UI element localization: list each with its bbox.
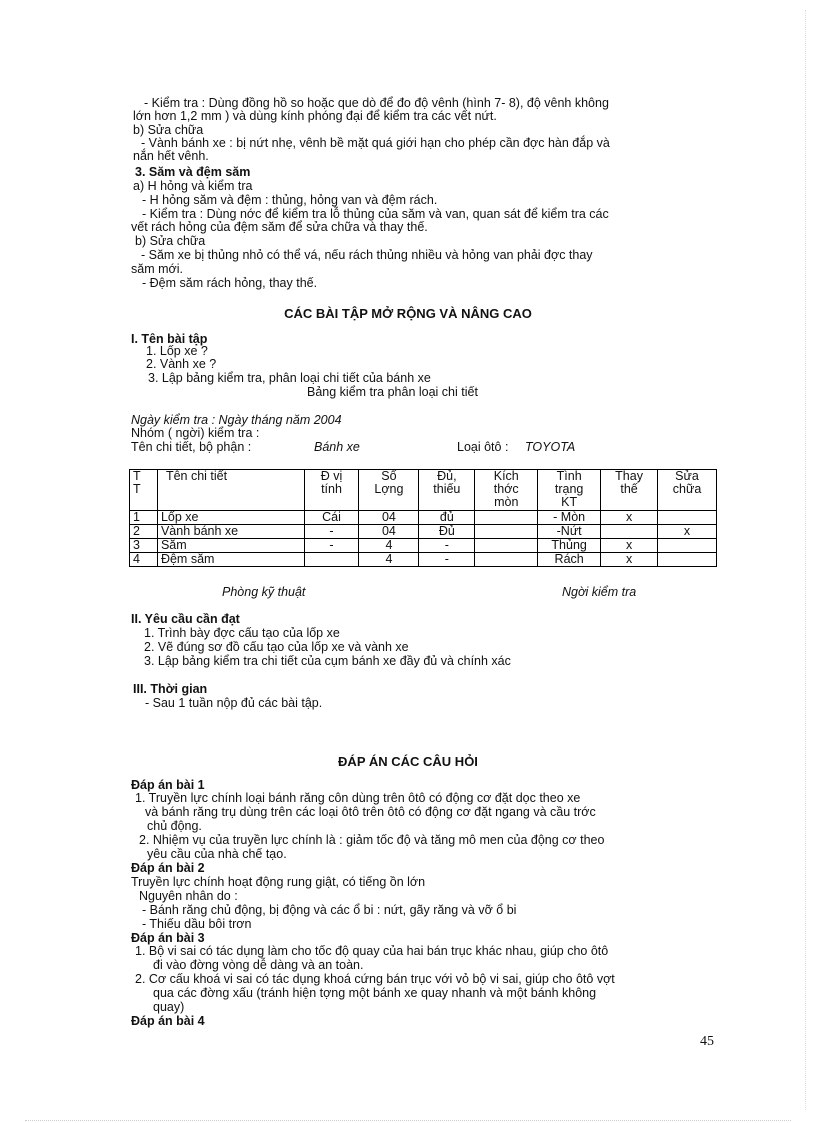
inspection-date: Ngày kiểm tra : Ngày tháng năm 2004 — [131, 413, 342, 427]
text-line: - Đệm săm rách hỏng, thay thế. — [142, 276, 318, 290]
table-cell: đủ — [419, 511, 475, 525]
table-cell: 4 — [130, 553, 158, 567]
table-cell: - — [304, 525, 359, 539]
list-item: 3. Lập bảng kiểm tra chi tiết của cụm bánh xe đầy đủ và chính xác — [144, 654, 511, 668]
answer-heading: Đáp án bài 3 — [131, 931, 205, 945]
section-heading: II. Yêu cầu cần đạt — [131, 612, 240, 626]
table-cell: - — [419, 539, 475, 553]
text-line: - Sau 1 tuần nộp đủ các bài tập. — [145, 696, 323, 710]
table-cell: Vành bánh xe — [157, 525, 304, 539]
table-cell — [658, 511, 717, 525]
table-cell — [658, 553, 717, 567]
table-cell: 2 — [130, 525, 158, 539]
signature-left: Phòng kỹ thuật — [222, 585, 306, 599]
signature-right: Ngời kiểm tra — [562, 585, 637, 599]
table-cell: x — [601, 553, 658, 567]
page-number: 45 — [700, 1034, 714, 1049]
list-item: 1. Trình bày đợc cấu tạo của lốp xe — [144, 626, 340, 640]
text-line: yêu cầu của nhà chế tạo. — [147, 847, 287, 861]
text-line: 1. Truyền lực chính loại bánh răng côn dùng trên ôtô có động cơ đặt dọc theo xe — [135, 791, 581, 805]
table-row — [130, 511, 717, 525]
table-cell: - Mòn — [538, 511, 601, 525]
text-line: chủ động. — [147, 819, 202, 833]
table-cell: 04 — [359, 511, 419, 525]
table-cell — [475, 511, 538, 525]
table-header-cell: Thay thế — [601, 470, 658, 511]
part-label: Tên chi tiết, bộ phận : — [131, 440, 252, 454]
table-header-cell: Kích thớc mòn — [475, 470, 538, 511]
text-line: - Săm xe bị thủng nhỏ có thể vá, nếu rách thủng nhiều và hỏng van phải đợc thay — [141, 248, 593, 262]
page-border-right — [805, 10, 806, 1110]
section-title: CÁC BÀI TẬP MỞ RỘNG VÀ NÂNG CAO — [284, 306, 532, 321]
text-line: và bánh răng trụ dùng trên các loại ôtô trên ôtô có động cơ đặt ngang và cầu trớc — [145, 805, 596, 819]
table-cell: Đủ — [419, 525, 475, 539]
subheading: a) H hỏng và kiểm tra — [133, 179, 253, 193]
text-line: đi vào đờng vòng dễ dàng và an toàn. — [153, 958, 364, 972]
table-header-cell: T T — [130, 470, 158, 511]
table-row — [130, 525, 717, 539]
section-heading: III. Thời gian — [133, 682, 208, 696]
table-cell — [475, 553, 538, 567]
text-line: - Bánh răng chủ động, bị động và các ổ bi : nứt, gãy răng và vỡ ổ bi — [142, 903, 517, 917]
car-value: TOYOTA — [525, 440, 576, 454]
answer-heading: Đáp án bài 1 — [131, 778, 205, 792]
table-header-cell: Sửa chữa — [658, 470, 717, 511]
table-row — [130, 539, 717, 553]
list-item: 2. Vành xe ? — [146, 357, 217, 371]
table-caption: Bảng kiểm tra phân loại chi tiết — [307, 385, 478, 399]
table-cell: Cái — [304, 511, 359, 525]
table-cell: 1 — [130, 511, 158, 525]
table-cell: 4 — [359, 539, 419, 553]
list-item: 2. Vẽ đúng sơ đồ cấu tạo của lốp xe và vành xe — [144, 640, 409, 654]
section-title: ĐÁP ÁN CÁC CÂU HỎI — [338, 754, 478, 769]
list-item: 3. Lập bảng kiểm tra, phân loại chi tiết của bánh xe — [148, 371, 431, 385]
table-row — [130, 553, 717, 567]
text-line: Truyền lực chính hoạt động rung giật, có tiếng ồn lớn — [131, 875, 426, 889]
answer-heading: Đáp án bài 4 — [131, 1014, 205, 1028]
text-line: vết rách hỏng của đệm săm để sửa chữa và thay thế. — [131, 220, 428, 234]
table-cell — [601, 525, 658, 539]
table-cell — [475, 539, 538, 553]
list-item: 1. Lốp xe ? — [146, 344, 208, 358]
inspection-group: Nhóm ( ngời) kiểm tra : — [131, 426, 260, 440]
part-value: Bánh xe — [314, 440, 360, 454]
text-line: - Kiểm tra : Dùng đồng hồ so hoặc que dò để đo độ vênh (hình 7- 8), độ vênh không — [144, 96, 609, 110]
table-cell: Lốp xe — [157, 511, 304, 525]
subheading: b) Sửa chữa — [135, 234, 206, 248]
table-cell: 04 — [359, 525, 419, 539]
inspection-table — [129, 469, 717, 567]
table-cell: -Nứt — [538, 525, 601, 539]
answer-heading: Đáp án bài 2 — [131, 861, 205, 875]
section-heading: 3. Săm và đệm săm — [135, 165, 251, 179]
table-cell: 3 — [130, 539, 158, 553]
text-line: - Kiểm tra : Dùng nớc để kiểm tra lỗ thủng của săm và van, quan sát để kiểm tra các — [142, 207, 609, 221]
text-line: 2. Nhiệm vụ của truyền lực chính là : giảm tốc độ và tăng mô men của động cơ theo — [139, 833, 605, 847]
table-header-cell: Tên chi tiết — [157, 470, 304, 511]
text-line: lớn hơn 1,2 mm ) và dùng kính phóng đại để kiểm tra các vết nứt. — [133, 109, 497, 123]
text-line: săm mới. — [131, 262, 183, 276]
text-line: - Thiếu dầu bôi trơn — [142, 917, 252, 931]
text-line: 1. Bộ vi sai có tác dụng làm cho tốc độ quay của hai bán trục khác nhau, giúp cho ôtô — [135, 944, 609, 958]
table-header-cell: Đủ, thiếu — [419, 470, 475, 511]
text-line: Nguyên nhân do : — [139, 889, 238, 903]
table-cell: - — [419, 553, 475, 567]
table-cell — [658, 539, 717, 553]
text-line: nắn hết vênh. — [133, 149, 209, 163]
table-cell: Săm — [157, 539, 304, 553]
table-cell: - — [304, 539, 359, 553]
table-cell: x — [601, 539, 658, 553]
page-border-bottom — [25, 1120, 791, 1121]
text-line: qua các đờng xấu (tránh hiện tợng một bánh xe quay nhanh và một bánh không — [153, 986, 597, 1000]
section-heading: I. Tên bài tập — [131, 332, 208, 346]
text-line: - Vành bánh xe : bị nứt nhẹ, vênh bề mặt quá giới hạn cho phép cần đợc hàn đắp và — [141, 136, 610, 150]
table-cell — [475, 525, 538, 539]
table-header-cell: Số Lợng — [359, 470, 419, 511]
text-line: quay) — [153, 1000, 185, 1014]
table-cell: x — [658, 525, 717, 539]
text-line: - H hỏng săm và đệm : thủng, hỏng van và đệm rách. — [142, 193, 438, 207]
table-header-cell: Tình trạng KT — [538, 470, 601, 511]
table-cell: 4 — [359, 553, 419, 567]
table-header-row — [130, 470, 717, 511]
text-line: 2. Cơ cấu khoá vi sai có tác dụng khoá cứng bán trục với vỏ bộ vi sai, giúp cho ôtô vợt — [135, 972, 615, 986]
table-cell: Thủng — [538, 539, 601, 553]
table-cell — [304, 553, 359, 567]
car-label: Loại ôtô : — [457, 440, 509, 454]
table-header-cell: Đ vị tính — [304, 470, 359, 511]
table-cell: x — [601, 511, 658, 525]
subheading: b) Sửa chữa — [133, 123, 204, 137]
table-cell: Rách — [538, 553, 601, 567]
table-cell: Đệm săm — [157, 553, 304, 567]
